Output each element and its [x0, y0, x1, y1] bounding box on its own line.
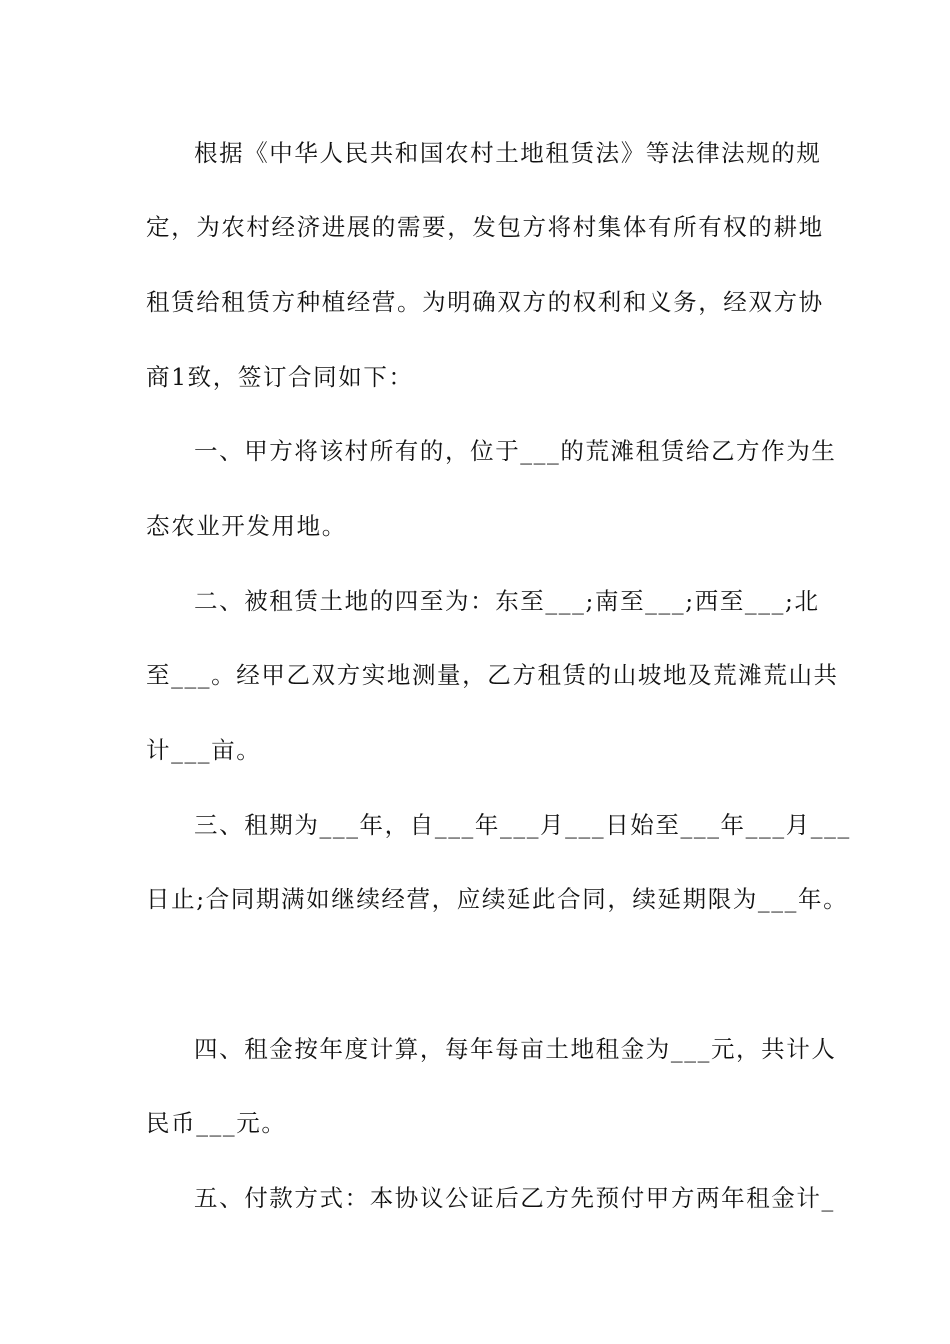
paragraph-preamble-line-2: 定，为农村经济进展的需要，发包方将村集体有所有权的耕地	[146, 213, 824, 241]
clause-3-line-2: 日止;合同期满如继续经营，应续延此合同，续延期限为___年。	[146, 885, 849, 913]
clause-2-line-2: 至___。经甲乙双方实地测量，乙方租赁的山坡地及荒滩荒山共	[146, 661, 839, 689]
clause-1-line-1: 一、甲方将该村所有的，位于___的荒滩租赁给乙方作为生	[194, 437, 837, 465]
paragraph-preamble-line-4: 商1致，签订合同如下：	[146, 363, 414, 391]
clause-1-line-2: 态农业开发用地。	[146, 512, 347, 540]
clause-2-line-1: 二、被租赁土地的四至为：东至___;南至___;西至___;北	[194, 587, 820, 615]
clause-3-line-1: 三、租期为___年，自___年___月___日始至___年___月___	[194, 811, 851, 839]
clause-4-line-1: 四、租金按年度计算，每年每亩土地租金为___元，共计人	[194, 1035, 837, 1063]
clause-5-line-1: 五、付款方式：本协议公证后乙方先预付甲方两年租金计_	[194, 1184, 835, 1212]
paragraph-preamble-line-3: 租赁给租赁方种植经营。为明确双方的权利和义务，经双方协	[146, 288, 824, 316]
clause-2-line-3: 计___亩。	[146, 736, 262, 764]
clause-4-line-2: 民币___元。	[146, 1109, 287, 1137]
paragraph-preamble-line-1: 根据《中华人民共和国农村土地租赁法》等法律法规的规	[194, 139, 822, 167]
